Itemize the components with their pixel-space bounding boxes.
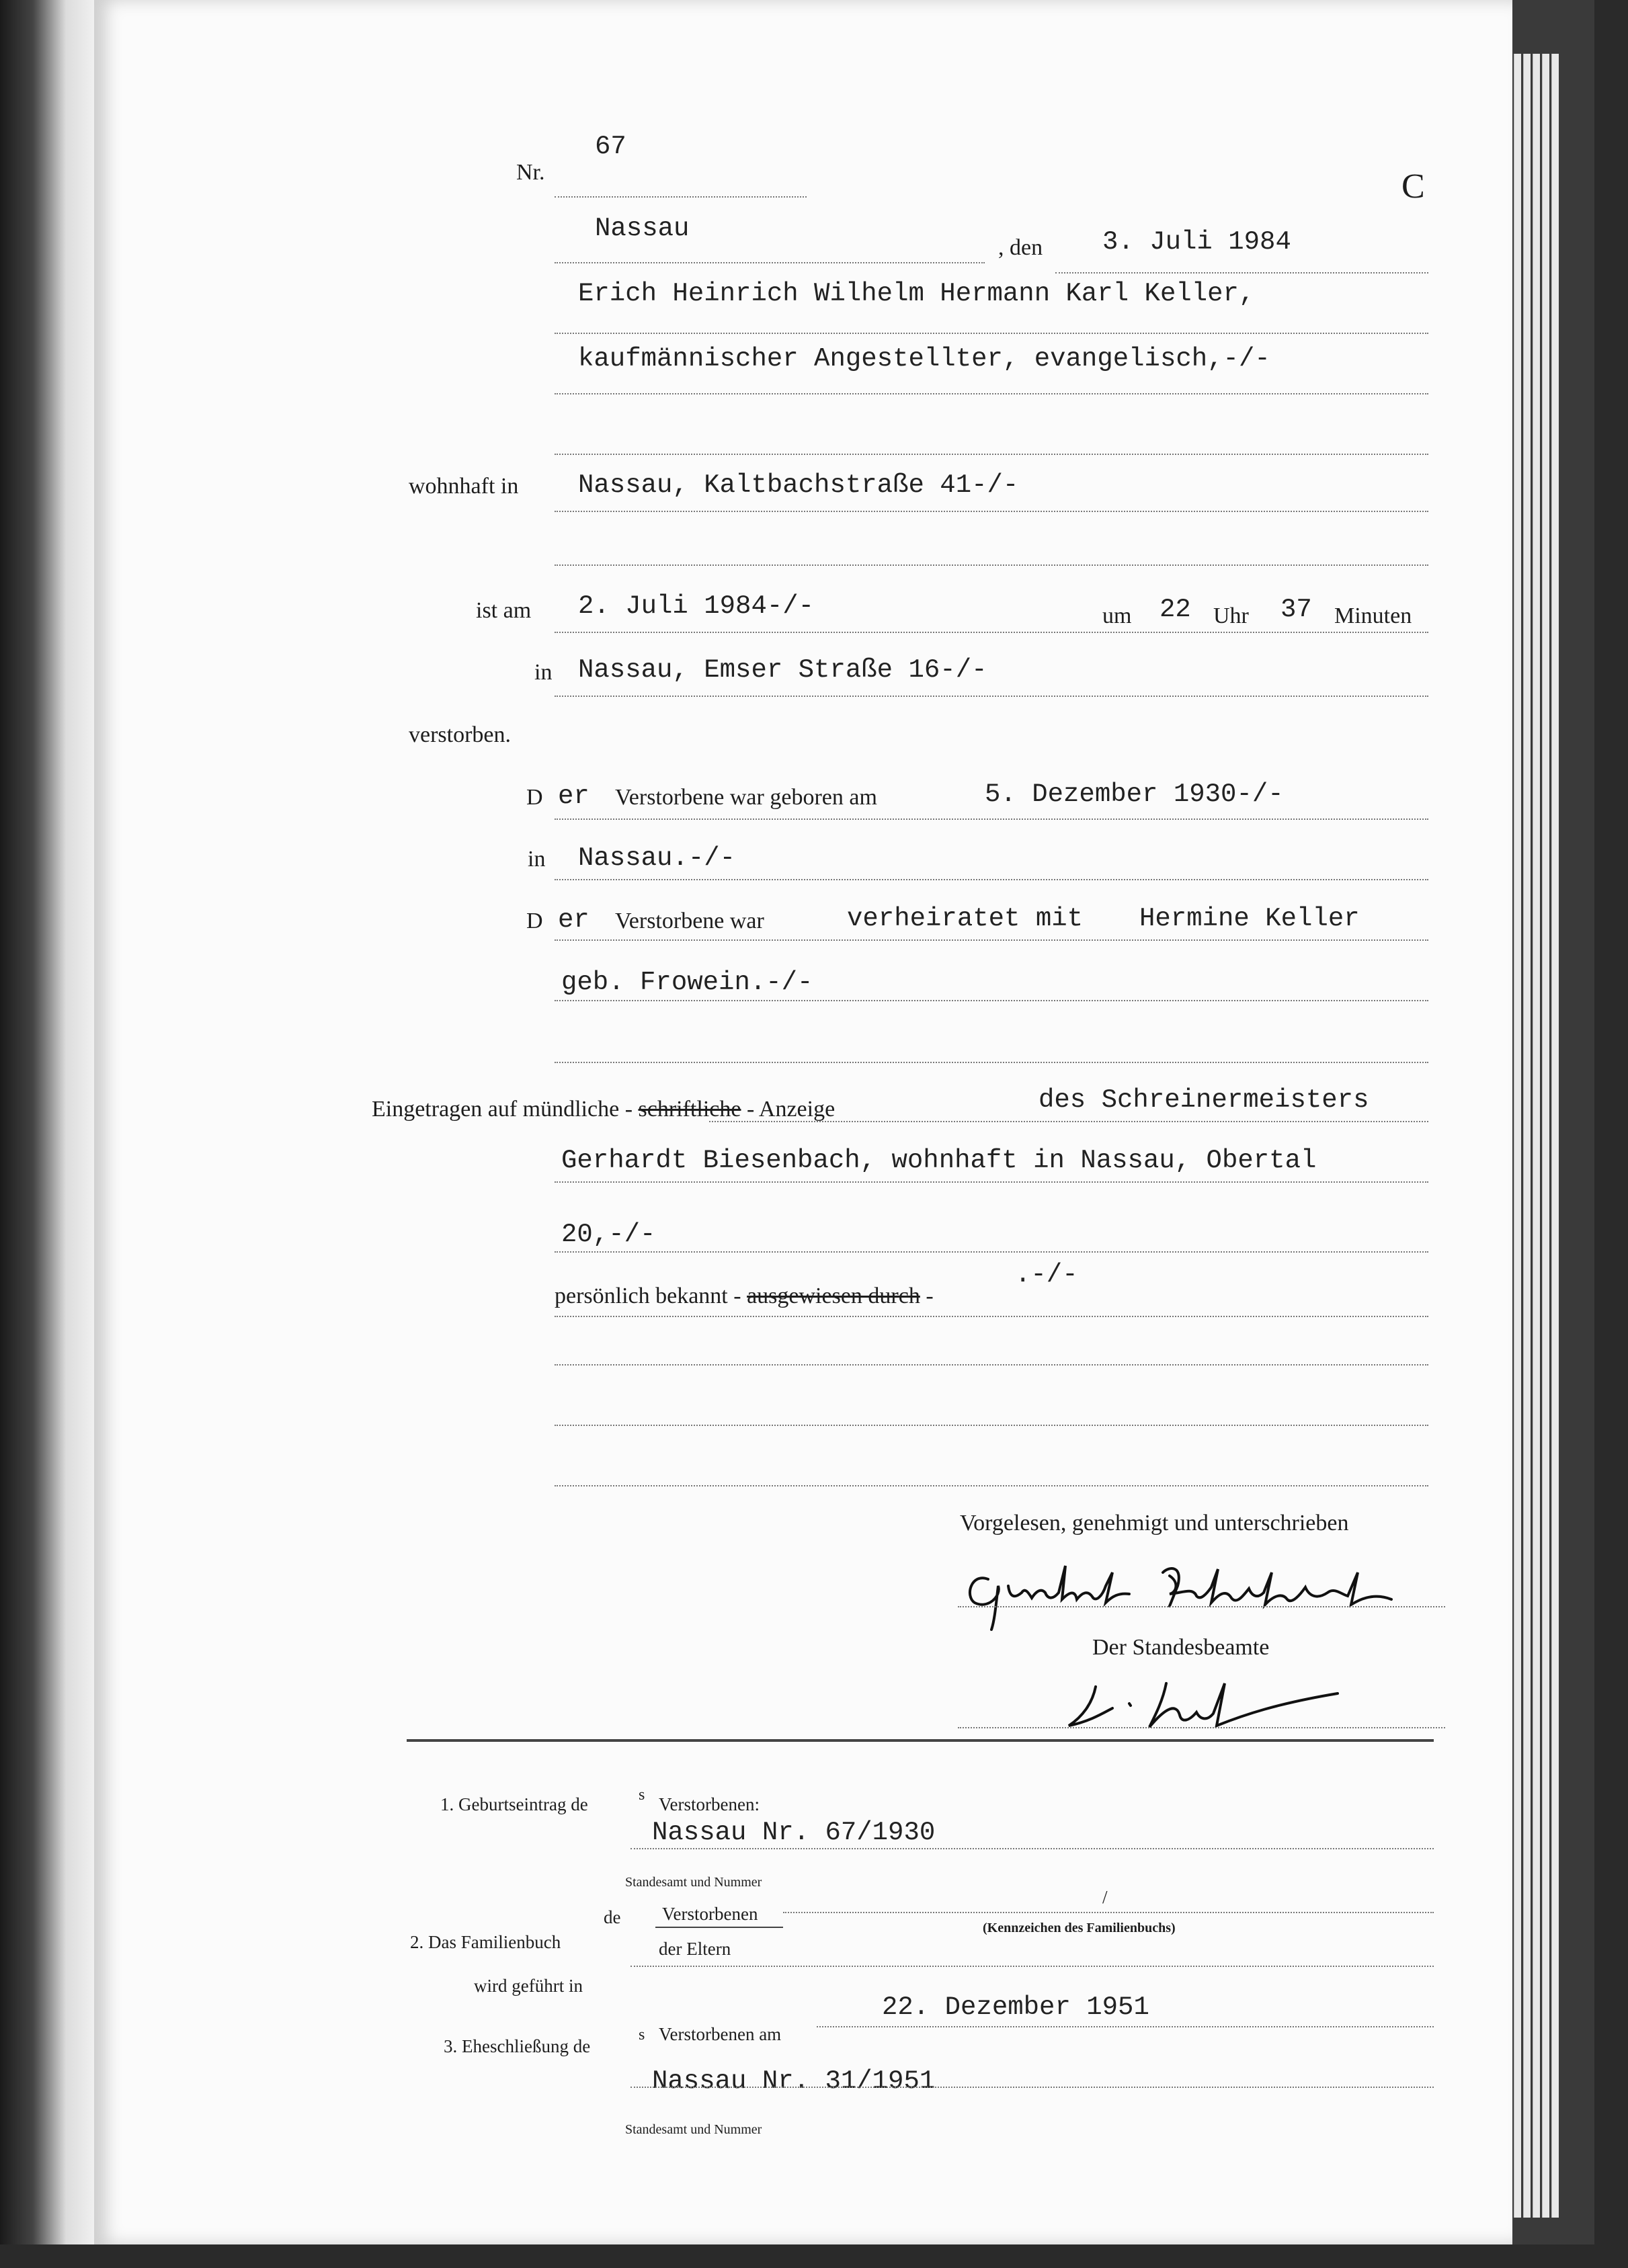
name-line <box>555 333 1428 334</box>
minuten-label: Minuten <box>1334 603 1412 628</box>
date-line <box>1055 272 1428 274</box>
informant-name-line <box>555 1181 1428 1183</box>
blank-line <box>555 1062 1428 1063</box>
death-place: Nassau, Emser Straße 16-/- <box>578 655 987 685</box>
footer-divider <box>407 1739 1434 1742</box>
blank-line <box>555 1485 1428 1486</box>
registrar-signature-line <box>958 1727 1445 1728</box>
book-spine-left <box>0 0 94 2268</box>
scan-bottom-border <box>0 2244 1628 2268</box>
marriage-entry-label-b: Verstorbenen am <box>659 2024 782 2044</box>
family-book-line <box>783 1912 1434 1913</box>
family-book-label-b: wird geführt in <box>474 1976 583 1996</box>
blank-line <box>555 564 1428 566</box>
read-approved-signed: Vorgelesen, genehmigt und unterschrieben <box>960 1511 1349 1536</box>
birth-date: 5. Dezember 1930-/- <box>985 780 1284 809</box>
blank-line <box>555 1425 1428 1426</box>
marriage-label: Verstorbene war <box>615 909 764 933</box>
marriage-label-d: D <box>526 909 543 933</box>
family-book-option-parents: der Eltern <box>659 1939 731 1959</box>
den-label: , den <box>998 235 1043 260</box>
birth-place-line <box>555 879 1428 880</box>
birth-place: Nassau.-/- <box>578 843 736 873</box>
family-book-underline <box>655 1927 783 1928</box>
registrar-label: Der Standesbeamte <box>1092 1635 1270 1660</box>
family-book-caption: (Kennzeichen des Familienbuchs) <box>983 1921 1176 1935</box>
spouse-name: Hermine Keller <box>1139 904 1360 933</box>
death-place-label: in <box>534 660 553 685</box>
page-edge <box>1551 54 1559 2218</box>
deceased-name: Erich Heinrich Wilhelm Hermann Karl Keller, <box>578 279 1255 308</box>
informant-address-line <box>555 1251 1428 1253</box>
spouse-line <box>555 1000 1428 1001</box>
marriage-label-er: er <box>558 905 589 935</box>
family-book-slash: / <box>1102 1887 1108 1907</box>
informant-address-cont: 20,-/- <box>561 1220 656 1249</box>
informant-name: Gerhardt Biesenbach, wohnhaft in Nassau, Obertal <box>561 1146 1317 1175</box>
birth-place-label: in <box>528 847 546 872</box>
family-book-label: 2. Das Familienbuch <box>410 1932 561 1952</box>
death-date: 2. Juli 1984-/- <box>578 591 815 621</box>
family-book-place-line <box>630 1966 1434 1967</box>
book-cover-right <box>1594 0 1628 2268</box>
residence-line <box>555 511 1428 512</box>
identification-value: .-/- <box>1015 1260 1078 1290</box>
birth-entry-label-b: Verstorbenen: <box>659 1794 760 1814</box>
spouse-maiden-name: geb. Frowein.-/- <box>561 968 813 997</box>
informant-line <box>709 1121 1428 1122</box>
marriage-line <box>555 939 1428 941</box>
identification-label: persönlich bekannt - ausgewiesen durch - <box>555 1284 934 1308</box>
uhr-label: Uhr <box>1213 603 1249 628</box>
marriage-date-line <box>817 2026 1434 2027</box>
blank-line <box>555 1364 1428 1366</box>
birth-date-line <box>555 818 1428 820</box>
corner-letter: C <box>1401 167 1425 206</box>
residence-value: Nassau, Kaltbachstraße 41-/- <box>578 470 1019 500</box>
registration-label: Eingetragen auf mündliche - schriftliche - Anzeige <box>372 1097 836 1122</box>
death-place-line <box>555 696 1428 697</box>
place-line <box>555 262 985 263</box>
marriage-entry-caption: Standesamt und Nummer <box>625 2122 762 2137</box>
page-paper <box>94 0 1512 2244</box>
birth-label-er: er <box>558 782 589 811</box>
registration-date: 3. Juli 1984 <box>1102 227 1291 257</box>
page-edge <box>1533 54 1540 2218</box>
nr-label: Nr. <box>516 160 545 185</box>
death-date-line <box>555 632 1428 633</box>
birth-label-d: D <box>526 785 543 810</box>
family-book-option-deceased: Verstorbenen <box>662 1904 758 1924</box>
marriage-entry-value: Nassau Nr. 31/1951 <box>652 2066 936 2096</box>
entry-number: 67 <box>595 132 626 161</box>
registrar-signature <box>1049 1667 1371 1740</box>
informant-signature-line <box>958 1606 1445 1607</box>
informant-signature <box>961 1546 1445 1640</box>
occupation-line <box>555 393 1428 394</box>
birth-entry-value: Nassau Nr. 67/1930 <box>652 1818 936 1847</box>
identification-line <box>555 1316 1428 1317</box>
marriage-entry-label: 3. Eheschließung de <box>444 2036 591 2056</box>
page-edge <box>1514 54 1521 2218</box>
family-book-de: de <box>604 1907 621 1927</box>
marriage-entry-line <box>630 2087 1434 2088</box>
page-edge <box>1542 54 1549 2218</box>
birth-entry-s: s <box>639 1786 645 1804</box>
death-hour: 22 <box>1159 595 1191 624</box>
marital-status: verheiratet mit <box>847 904 1084 933</box>
verstorben-label: verstorben. <box>409 722 512 747</box>
nr-line <box>555 196 807 198</box>
marriage-entry-s: s <box>639 2026 645 2044</box>
page-edge <box>1523 54 1531 2218</box>
birth-entry-caption: Standesamt und Nummer <box>625 1875 762 1890</box>
marriage-date: 22. Dezember 1951 <box>882 1992 1149 2022</box>
birth-entry-label: 1. Geburtseintrag de <box>440 1794 588 1814</box>
death-date-label: ist am <box>476 598 532 623</box>
um-label: um <box>1102 603 1132 628</box>
residence-label: wohnhaft in <box>409 474 519 499</box>
birth-label: Verstorbene war geboren am <box>615 785 877 810</box>
place-of-registration: Nassau <box>595 214 690 243</box>
death-minutes: 37 <box>1280 595 1312 624</box>
deceased-occupation: kaufmännischer Angestellter, evangelisch,-/- <box>578 344 1270 374</box>
informant-title: des Schreinermeisters <box>1039 1085 1369 1115</box>
blank-line <box>555 454 1428 455</box>
birth-entry-line <box>630 1848 1434 1849</box>
